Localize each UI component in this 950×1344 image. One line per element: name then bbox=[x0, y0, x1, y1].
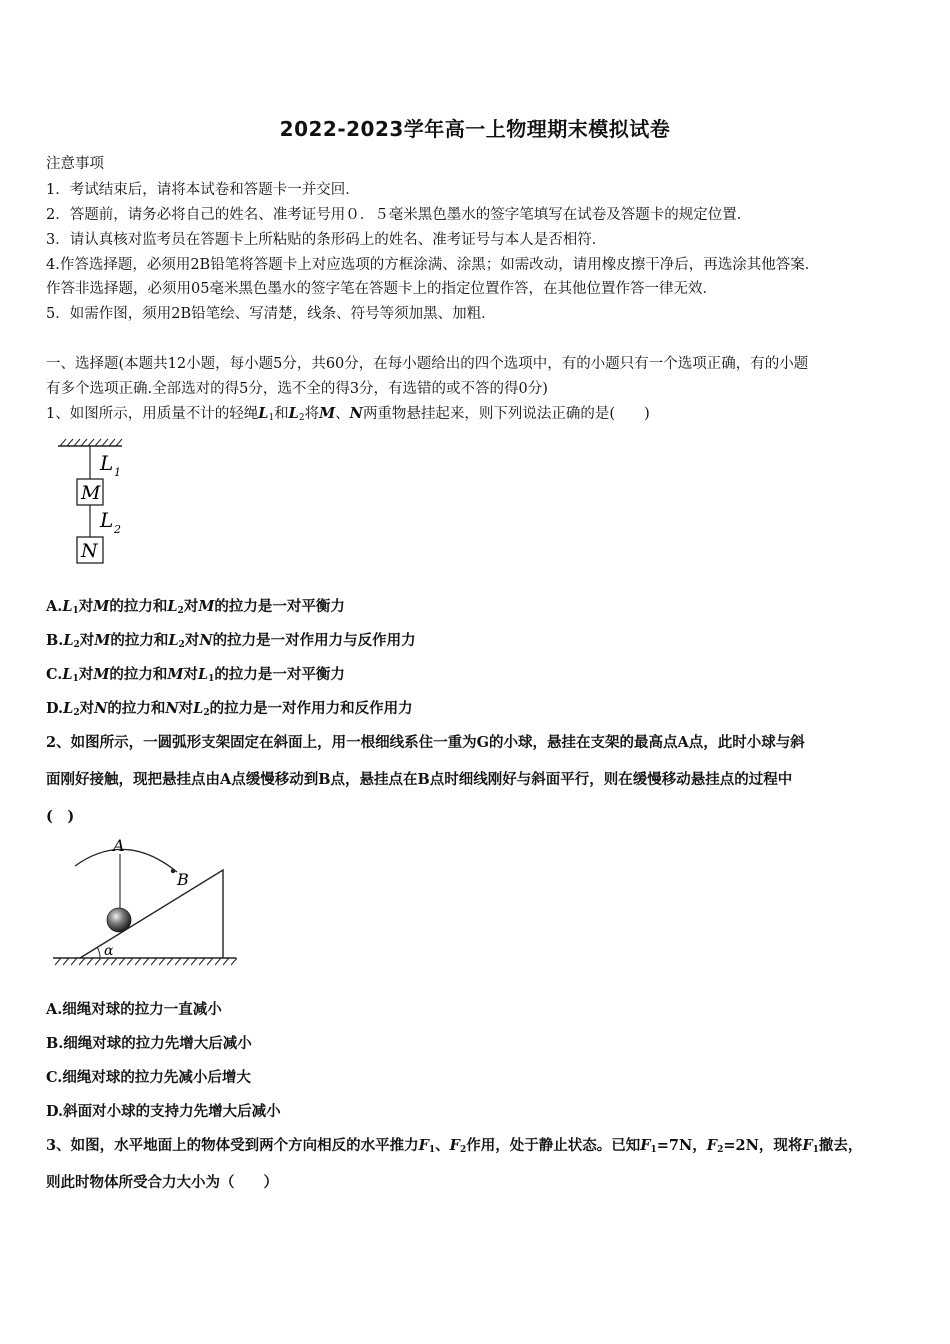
q2-option-c[interactable]: C.细绳对球的拉力先减小后增大 bbox=[46, 1069, 251, 1086]
question-3-stem-line-1: 3、如图，水平地面上的物体受到两个方向相反的水平推力$F_1$、$F_2$作用，处于静止状态。已知$F_1=7N$，$F_2=2N$，现将$F_1$撤去， bbox=[46, 1137, 863, 1155]
label-L1-sub: 1 bbox=[114, 466, 121, 479]
label-L2: L bbox=[100, 508, 114, 532]
section-heading-line-1: 一、选择题(本题共12小题，每小题5分，共60分，在每小题给出的四个选项中，有的小题只有一个选项正确，有的小题 bbox=[46, 356, 809, 372]
page-title: 2022-2023学年高一上物理期末模拟试卷 bbox=[279, 117, 671, 141]
label-B: B bbox=[177, 870, 189, 889]
notice-item: 3．请认真核对监考员在答题卡上所粘贴的条形码上的姓名、准考证号与本人是否相符． bbox=[46, 232, 607, 248]
q1-option-c[interactable]: $C.L_1$对M的拉力和M对$L_1$的拉力是一对平衡力 bbox=[46, 666, 345, 684]
angle-arc bbox=[97, 947, 100, 958]
question-2-stem-line-2: 面刚好接触，现把悬挂点由A点缓慢移动到B点，悬挂点在B点时细线刚好与斜面平行，则在缓慢移动悬挂点的过程中 bbox=[46, 771, 793, 788]
ground-hatch bbox=[55, 958, 237, 965]
question-3-stem-line-2: 则此时物体所受合力大小为（ ） bbox=[46, 1174, 278, 1191]
q2-option-d[interactable]: D.斜面对小球的支持力先增大后减小 bbox=[46, 1103, 281, 1120]
notice-item: 5．如需作图，须用2B铅笔绘、写清楚，线条、符号等须加黑、加粗． bbox=[46, 306, 496, 322]
q1-hanging-masses-diagram bbox=[50, 436, 140, 571]
notice-heading: 注意事项 bbox=[46, 156, 104, 172]
ceiling-hatch bbox=[60, 439, 122, 446]
question-2-stem-line-3: ( ) bbox=[46, 808, 75, 825]
q2-incline-arc-diagram bbox=[50, 836, 240, 971]
q1-option-b[interactable]: $B.L_2$对M的拉力和$L_2$对N的拉力是一对作用力与反作用力 bbox=[46, 632, 416, 650]
label-L2-sub: 2 bbox=[114, 523, 121, 536]
label-N: N bbox=[81, 540, 98, 562]
label-A: A bbox=[113, 836, 125, 855]
q1-option-a[interactable]: $A.L_1$对M的拉力和$L_2$对M的拉力是一对平衡力 bbox=[46, 598, 345, 616]
question-1-stem: 1、如图所示，用质量不计的轻绳$L_1$和$L_2$将M、N两重物悬挂起来，则下列说法正确的是( ) bbox=[46, 405, 650, 423]
point-B bbox=[171, 869, 175, 873]
notice-item: 2．答题前，请务必将自己的姓名、准考证号用０．５毫米黑色墨水的签字笔填写在试卷及答题卡的规定位置． bbox=[46, 207, 752, 223]
label-alpha: α bbox=[104, 943, 114, 959]
label-M: M bbox=[81, 482, 101, 504]
question-2-stem-line-1: 2、如图所示，一圆弧形支架固定在斜面上，用一根细线系住一重为G的小球，悬挂在支架的最高点A点，此时小球与斜 bbox=[46, 734, 805, 751]
notice-item: 作答非选择题，必须用05毫米黑色墨水的签字笔在答题卡上的指定位置作答，在其他位置作答一律无效． bbox=[46, 281, 717, 297]
label-L1: L bbox=[100, 451, 114, 475]
notice-item: 4.作答选择题，必须用2B铅笔将答题卡上对应选项的方框涂满、涂黑；如需改动，请用橡皮擦干净后，再选涂其他答案． bbox=[46, 257, 820, 273]
arc-support bbox=[75, 849, 177, 872]
incline-triangle bbox=[80, 870, 223, 958]
notice-item: 1．考试结束后，请将本试卷和答题卡一并交回． bbox=[46, 182, 360, 198]
q1-option-d[interactable]: $D.L_2$对N的拉力和N对$L_2$的拉力是一对作用力和反作用力 bbox=[46, 700, 413, 718]
ball bbox=[107, 908, 131, 932]
q2-option-b[interactable]: B.细绳对球的拉力先增大后减小 bbox=[46, 1035, 252, 1052]
q2-option-a[interactable]: A.细绳对球的拉力一直减小 bbox=[46, 1001, 222, 1018]
section-heading-line-2: 有多个选项正确.全部选对的得5分，选不全的得3分，有选错的或不答的得0分) bbox=[46, 381, 548, 397]
